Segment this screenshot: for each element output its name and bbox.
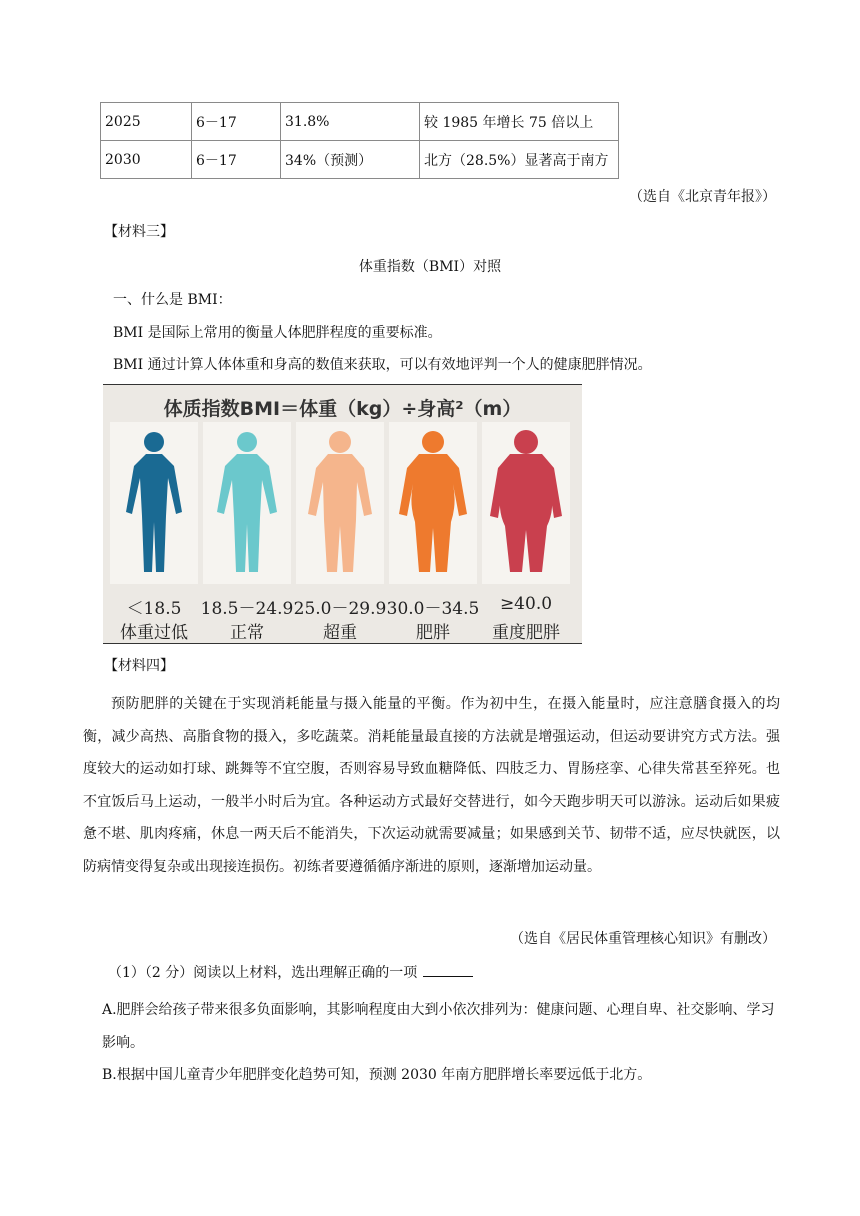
bmi-label-obese: 肥胖 (416, 623, 450, 643)
body-silhouette-icon (296, 422, 384, 584)
bmi-range-underweight: ＜18.5 (126, 599, 182, 619)
bmi-panel-underweight (110, 422, 198, 584)
bmi-label-normal: 正常 (230, 623, 264, 643)
table-cell-rate: 34%（预测） (281, 141, 420, 179)
figure-bottom-rule (103, 643, 582, 644)
bmi-label-severe-obese: 重度肥胖 (492, 623, 560, 643)
bmi-range-severe-obese: ≥40.0 (499, 594, 553, 614)
body-silhouette-icon (482, 422, 570, 584)
answer-blank[interactable] (423, 962, 473, 977)
bmi-panel-severe-obese (482, 422, 570, 584)
material4-heading: 【材料四】 (104, 658, 174, 674)
bmi-label-underweight: 体重过低 (120, 623, 188, 643)
table-cell-year: 2025 (101, 103, 192, 141)
material4-body: 预防肥胖的关键在于实现消耗能量与摄入能量的平衡。作为初中生，在摄入能量时，应注意膳食摄入的均衡，减少高热、高脂食物的摄入，多吃蔬菜。消耗能量最直接的方法就是增强运动，但运动要讲究方式方法。强度较大的运动如打球、跳舞等不宜空腹，否则容易导致血糖降低、四肢乏力、胃肠痉挛、心律失常甚至猝死。也不宜饭后马上运动，一般半小时后为宜。各种运动方式最好交替进行，如今天跑步明天可以游泳。运动后如果疲惫不堪、肌肉疼痛，休息一两天后不能消失，下次运动就需要减量；如果感到关节、韧带不适，应尽快就医，以防病情变得复杂或出现接连损伤。初练者要遵循循序渐进的原则，逐渐增加运动量。 (83, 696, 780, 875)
body-silhouette-icon (110, 422, 198, 584)
table-row (101, 141, 619, 179)
material3-heading: 【材料三】 (104, 224, 174, 240)
bmi-range-overweight: 25.0－29.9 (293, 599, 387, 619)
bmi-formula: 体质指数BMI＝体重（kg）÷身高²（m） (163, 398, 522, 420)
bmi-figure (103, 384, 582, 644)
table-cell-year: 2030 (101, 141, 192, 179)
body-silhouette-icon (203, 422, 291, 584)
material3-title: 体重指数（BMI）对照 (358, 259, 502, 275)
question-stem-text: （1）（2 分）阅读以上材料，选出理解正确的一项 (108, 965, 418, 981)
material3-paragraph-1: BMI 是国际上常用的衡量人体肥胖程度的重要标准。 (113, 325, 442, 341)
table-cell-age: 6－17 (192, 141, 281, 179)
table-cell-rate: 31.8% (281, 103, 420, 141)
table-cell-note: 北方（28.5%）显著高于南方 (420, 141, 619, 179)
bmi-panel-normal (203, 422, 291, 584)
bmi-range-obese: 30.0－34.5 (386, 599, 480, 619)
table-row (101, 103, 619, 141)
material3-question: 一、什么是 BMI： (113, 292, 232, 308)
table-cell-note: 较 1985 年增长 75 倍以上 (420, 103, 619, 141)
bmi-panel-overweight (296, 422, 384, 584)
bmi-range-normal: 18.5－24.9 (200, 599, 294, 619)
obesity-trend-table (100, 102, 619, 179)
source-citation-4: （选自《居民体重管理核心知识》有删改） (510, 931, 776, 947)
option-a: A.肥胖会给孩子带来很多负面影响，其影响程度由大到小依次排列为：健康问题、心理自卑、社交影响、学习影响。 (102, 1002, 775, 1051)
bmi-panel-obese (389, 422, 477, 584)
figure-top-rule (103, 384, 582, 385)
body-silhouette-icon (389, 422, 477, 584)
source-citation-2: （选自《北京青年报》） (629, 189, 776, 205)
bmi-label-overweight: 超重 (323, 623, 357, 643)
table-cell-age: 6－17 (192, 103, 281, 141)
option-b: B.根据中国儿童青少年肥胖变化趋势可知，预测 2030 年南方肥胖增长率要远低于北方。 (102, 1067, 652, 1083)
question-stem (108, 962, 473, 982)
material3-paragraph-2: BMI 通过计算人体体重和身高的数值来获取，可以有效地评判一个人的健康肥胖情况。 (113, 357, 652, 373)
